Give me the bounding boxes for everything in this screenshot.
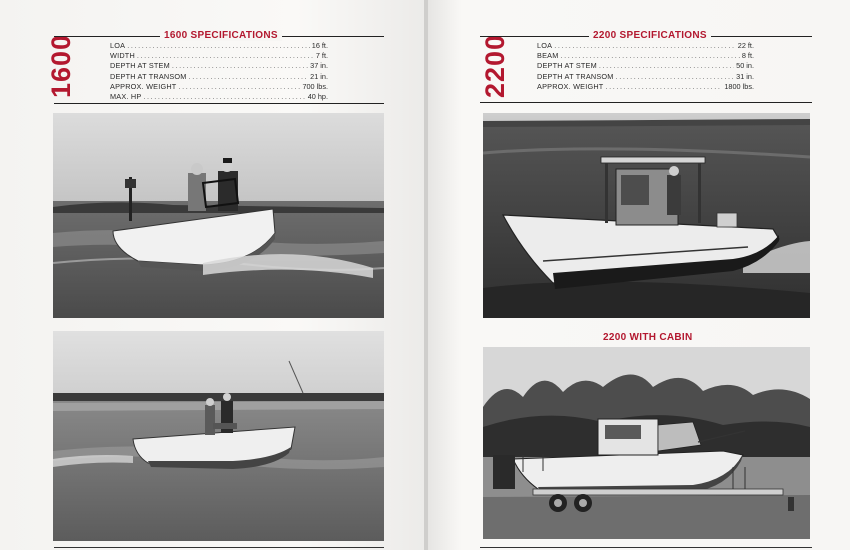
spec-label: APPROX. WEIGHT: [110, 81, 177, 91]
spec-list-1600: [110, 41, 328, 102]
spec-value: 50 in.: [736, 61, 754, 71]
spec-value: 21 in.: [310, 71, 328, 81]
spec-bottom-rule: [54, 103, 384, 104]
spec-label: BEAM: [537, 51, 559, 61]
spec-row: [537, 51, 754, 61]
spec-row: [110, 51, 328, 61]
spec-row: [537, 41, 754, 51]
spec-value: 37 in.: [310, 61, 328, 71]
model-number-1600: 1600: [46, 33, 76, 98]
spec-row: [110, 92, 328, 102]
spec-row: [110, 82, 328, 92]
right-page: [428, 0, 850, 550]
spec-label: DEPTH AT STEM: [110, 61, 170, 71]
cabin-title: 2200 WITH CABIN: [603, 332, 693, 343]
spec-label: LOA: [110, 41, 126, 50]
spec-label: DEPTH AT TRANSOM: [110, 71, 187, 81]
spec-row: [537, 72, 754, 82]
spec-value: 22 ft.: [737, 41, 754, 50]
spec-label: MAX. HP: [110, 92, 142, 102]
spec-value: 31 in.: [736, 71, 754, 81]
spec-row: [537, 82, 754, 92]
left-page: [0, 0, 424, 550]
spec-label: DEPTH AT STEM: [537, 61, 597, 71]
spec-row: [110, 72, 328, 82]
photo-2200-cabin-trailer: [483, 347, 810, 539]
spec-value: 8 ft.: [741, 51, 754, 61]
spec-value: 40 hp.: [307, 92, 328, 102]
photo-1600-running: [53, 113, 384, 318]
spec-row: [110, 61, 328, 71]
spec-row: [110, 41, 328, 51]
page-bottom-rule: [54, 547, 384, 548]
spec-label: APPROX. WEIGHT: [537, 81, 604, 91]
model-number-2200: 2200: [480, 33, 510, 98]
spec-label: DEPTH AT TRANSOM: [537, 71, 614, 81]
spec-value: 700 lbs.: [302, 81, 328, 91]
spec-label: LOA: [537, 41, 553, 50]
spec-title-1600: 1600 SPECIFICATIONS: [160, 30, 282, 41]
photo-1600-distance: [53, 331, 384, 541]
photo-2200-running: [483, 113, 810, 318]
spec-bottom-rule: [480, 102, 812, 103]
spec-row: [537, 61, 754, 71]
spec-value: 7 ft.: [315, 51, 328, 61]
spec-list-2200: [537, 41, 754, 92]
spec-label: WIDTH: [110, 51, 135, 61]
spec-title-2200: 2200 SPECIFICATIONS: [589, 30, 711, 41]
page-bottom-rule: [480, 547, 812, 548]
spec-value: 1800 lbs.: [724, 81, 754, 91]
spec-value: 16 ft.: [311, 41, 328, 50]
